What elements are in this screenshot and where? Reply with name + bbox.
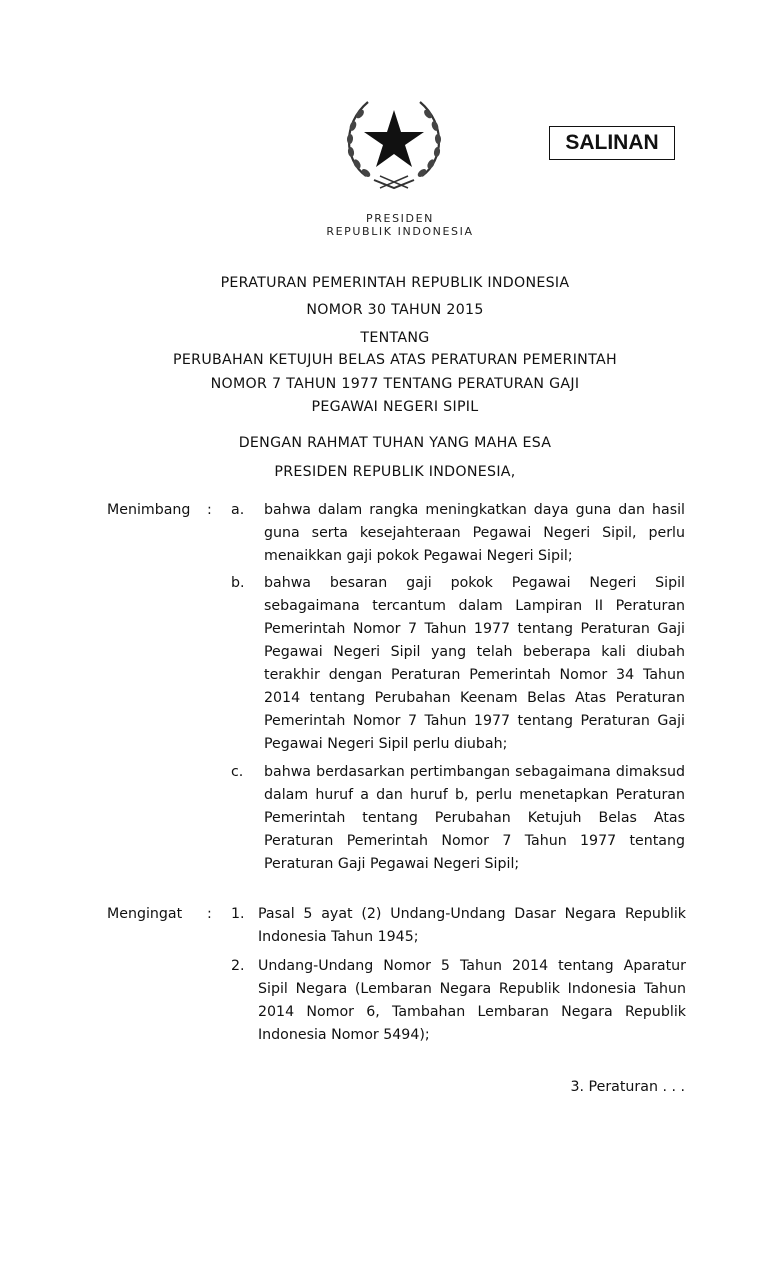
emblem-caption-line2: REPUBLIK INDONESIA bbox=[326, 225, 474, 238]
emblem-caption bbox=[300, 212, 500, 238]
item-marker: 1. bbox=[231, 906, 245, 922]
item-text: bahwa besaran gaji pokok Pegawai Negeri Sipil sebagaimana tercantum dalam Lampiran II Peraturan Pemerintah Nomor 7 Tahun 1977 tentang Peraturan Gaji Pegawai Negeri Sipil yang telah beberapa kali diubah terakhir dengan Peraturan Pemerintah Nomor 34 Tahun 2014 tentang Perubahan Keenam Belas Atas Peraturan Pemerintah Nomor 7 Tahun 1977 tentang Peraturan Gaji Pegawai Negeri Sipil perlu diubah; bbox=[264, 575, 685, 752]
regulation-number: NOMOR 30 TAHUN 2015 bbox=[306, 302, 484, 318]
item-marker: 2. bbox=[231, 958, 245, 974]
item-marker: c. bbox=[231, 764, 244, 780]
item-marker: a. bbox=[231, 502, 245, 518]
menimbang-label: Menimbang bbox=[107, 502, 191, 518]
preamble-line1: DENGAN RAHMAT TUHAN YANG MAHA ESA bbox=[238, 435, 552, 451]
regulation-subject-line2: NOMOR 7 TAHUN 1977 TENTANG PERATURAN GAJI bbox=[210, 376, 580, 392]
page-catchword: 3. Peraturan . . . bbox=[570, 1079, 685, 1095]
regulation-title: PERATURAN PEMERINTAH REPUBLIK INDONESIA bbox=[220, 275, 570, 291]
preamble-line2: PRESIDEN REPUBLIK INDONESIA, bbox=[274, 464, 516, 480]
item-marker: b. bbox=[231, 575, 245, 591]
regulation-subject-line3: PEGAWAI NEGERI SIPIL bbox=[311, 399, 479, 415]
salinan-stamp: SALINAN bbox=[549, 126, 675, 160]
emblem-caption-line1: PRESIDEN bbox=[366, 212, 434, 225]
item-text: Pasal 5 ayat (2) Undang-Undang Dasar Negara Republik Indonesia Tahun 1945; bbox=[258, 906, 686, 945]
regulation-tentang: TENTANG bbox=[360, 330, 430, 346]
regulation-subject-line1: PERUBAHAN KETUJUH BELAS ATAS PERATURAN PEMERINTAH bbox=[173, 352, 617, 368]
item-text: bahwa berdasarkan pertimbangan sebagaimana dimaksud dalam huruf a dan huruf b, perlu menetapkan Peraturan Pemerintah tentang Perubahan Ketujuh Belas Atas Peraturan Pemerintah Nomor 7 Tahun 1977 tentang Peraturan Gaji Pegawai Negeri Sipil; bbox=[264, 764, 685, 872]
mengingat-label: Mengingat bbox=[107, 906, 183, 922]
menimbang-colon: : bbox=[207, 502, 212, 518]
mengingat-colon: : bbox=[207, 906, 212, 922]
garuda-emblem-icon bbox=[338, 94, 450, 194]
item-text: Undang-Undang Nomor 5 Tahun 2014 tentang Aparatur Sipil Negara (Lembaran Negara Republik Indonesia Tahun 2014 Nomor 6, Tambahan Lembaran Negara Republik Indonesia Nomor 5494); bbox=[258, 958, 686, 1043]
item-text: bahwa dalam rangka meningkatkan daya guna dan hasil guna serta kesejahteraan Pegawai Negeri Sipil, perlu menaikkan gaji pokok Pegawai Negeri Sipil; bbox=[264, 502, 685, 564]
